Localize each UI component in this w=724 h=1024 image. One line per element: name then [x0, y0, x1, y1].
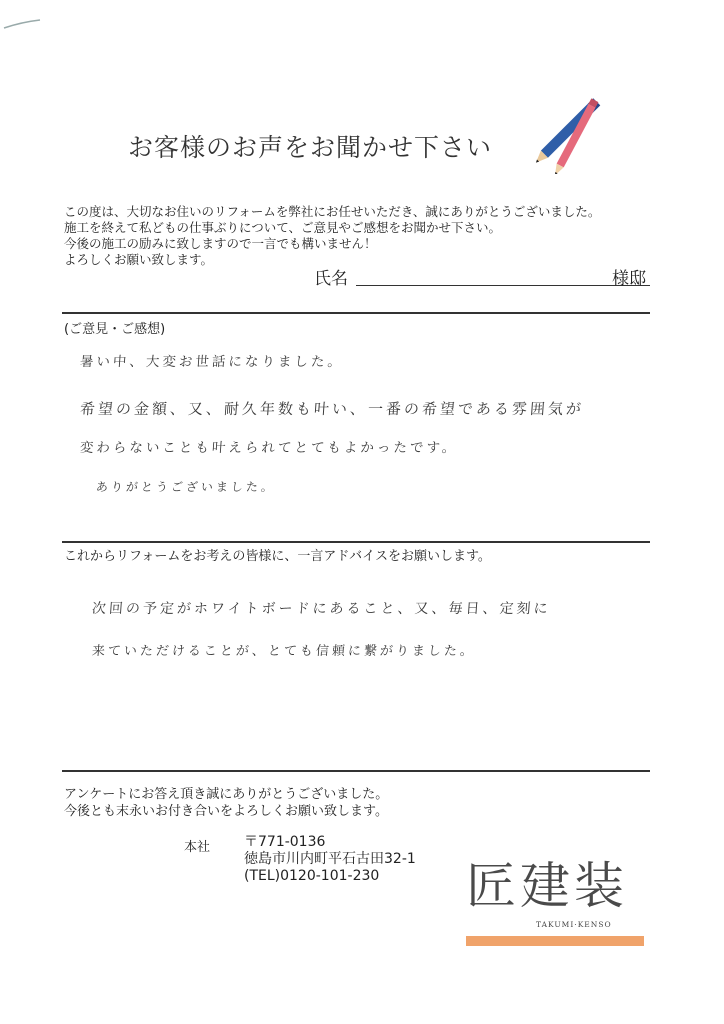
thanks-line: 今後とも末永いお付き合いをよろしくお願い致します。: [64, 804, 388, 819]
intro-line: 施工を終えて私どもの仕事ぶりについて、ご意見やご感想をお聞かせ下さい。: [64, 220, 502, 235]
company-logo: [466, 858, 646, 950]
office-address: [244, 834, 416, 885]
intro-line: この度は、大切なお住いのリフォームを弊社にお任せいただき、誠にありがとうございました。: [64, 204, 601, 219]
name-field-row: [64, 264, 650, 289]
section-divider: [62, 770, 650, 772]
logo-accent-bar: [466, 936, 644, 946]
section-divider: [62, 541, 650, 543]
pencils-icon: [526, 82, 618, 174]
scan-mark-icon: [2, 18, 42, 30]
feedback-handwritten-line: 希望の金額、又、耐久年数も叶い、一番の希望である雰囲気が: [79, 400, 585, 418]
name-input-line[interactable]: [356, 285, 650, 286]
feedback-heading: (ご意見・ご感想): [64, 322, 166, 337]
intro-line: 今後の施工の励みに致しますので一言でも構いません！: [64, 236, 377, 251]
advice-heading: これからリフォームをお考えの皆様に、一言アドバイスをお願いします。: [64, 549, 491, 564]
feedback-handwritten-line: 暑い中、大変お世話になりました。: [79, 354, 345, 370]
advice-handwritten-line: 来ていただけることが、とても信頼に繋がりました。: [91, 644, 477, 659]
intro-text: [64, 204, 600, 268]
page-title: お客様のお声をお聞かせ下さい: [128, 133, 493, 162]
thanks-text: [64, 786, 388, 820]
advice-handwritten-line: 次回の予定がホワイトボードにあること、又、毎日、定刻に: [91, 601, 552, 617]
phone-number: (TEL)0120-101-230: [244, 868, 380, 884]
thanks-line: アンケートにお答え頂き誠にありがとうございました。: [64, 787, 389, 802]
section-divider: [62, 312, 650, 314]
intro-line: よろしくお願い致します。: [64, 252, 214, 267]
logo-subtitle: TAKUMI·KENSO: [536, 920, 612, 929]
street-address: 徳島市川内町平石古田32-1: [244, 851, 416, 867]
feedback-handwritten-line: 変わらないことも叶えられてとてもよかったです。: [79, 440, 459, 456]
postal-code: 〒771-0136: [244, 834, 326, 850]
name-suffix: 様邸: [612, 269, 646, 289]
name-label: 氏名: [314, 269, 348, 289]
feedback-handwritten-line: ありがとうございました。: [95, 480, 277, 494]
logo-name: 匠建装: [466, 857, 628, 915]
office-label: 本社: [184, 840, 211, 855]
